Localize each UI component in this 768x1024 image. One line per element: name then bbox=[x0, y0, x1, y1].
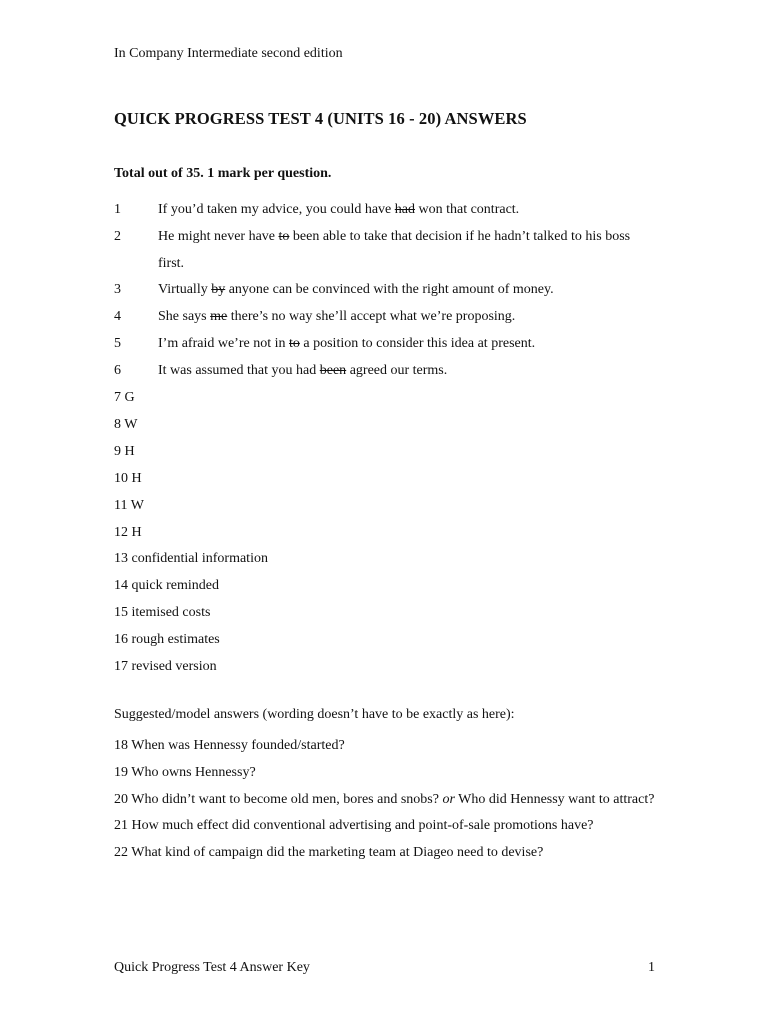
struck-word: been bbox=[319, 362, 347, 378]
item-number: 2 bbox=[114, 228, 121, 244]
item-text bbox=[158, 358, 654, 385]
page-number: 1 bbox=[648, 960, 655, 975]
struck-word: by bbox=[211, 282, 226, 298]
numbered-item bbox=[114, 358, 654, 385]
numbered-item bbox=[114, 277, 654, 304]
model-answer bbox=[114, 787, 659, 814]
model-answer-list bbox=[114, 733, 659, 867]
text-before: It was assumed that you had bbox=[158, 362, 320, 378]
short-answer: 9 H bbox=[114, 443, 135, 459]
item-number: 4 bbox=[114, 309, 121, 325]
short-answer: 16 rough estimates bbox=[114, 632, 220, 648]
numbered-item bbox=[114, 331, 654, 358]
model-answer bbox=[114, 813, 659, 840]
answer-text: 21 How much effect did conventional advertising and point-of-sale promotions have? bbox=[114, 818, 594, 834]
short-answer: 11 W bbox=[114, 497, 144, 513]
text-after: anyone can be convinced with the right amount of money. bbox=[225, 282, 554, 298]
item-text bbox=[158, 277, 654, 304]
short-answer: 10 H bbox=[114, 470, 142, 486]
item-number: 6 bbox=[114, 362, 121, 378]
model-answers-intro: Suggested/model answers (wording doesn’t have to be exactly as here): bbox=[114, 707, 515, 722]
answer-text: 18 When was Hennessy founded/started? bbox=[114, 738, 345, 753]
text-before: If you’d taken my advice, you could have bbox=[158, 202, 395, 217]
numbered-item bbox=[114, 304, 654, 331]
numbered-item bbox=[114, 197, 654, 224]
text-after: been able to take that decision if he hadn’t talked to his boss first. bbox=[158, 228, 631, 271]
short-answer: 7 G bbox=[114, 390, 135, 405]
item-number: 3 bbox=[114, 282, 121, 298]
answer-text: 20 Who didn’t want to become old men, bores and snobs? bbox=[114, 791, 443, 807]
marking-note: Total out of 35. 1 mark per question. bbox=[114, 166, 332, 181]
text-after: a position to consider this idea at present. bbox=[299, 335, 536, 351]
item-number: 1 bbox=[114, 202, 121, 217]
answer-text: 19 Who owns Hennessy? bbox=[114, 764, 256, 780]
item-text bbox=[158, 304, 654, 331]
answer-text: Who did Hennessy want to attract? bbox=[454, 791, 655, 807]
page-title: QUICK PROGRESS TEST 4 (UNITS 16 - 20) ANSWERS bbox=[114, 109, 527, 128]
struck-word: to bbox=[289, 335, 300, 351]
item-text bbox=[158, 224, 654, 278]
model-answer bbox=[114, 733, 659, 760]
answer-text: 22 What kind of campaign did the marketing team at Diageo need to devise? bbox=[114, 845, 544, 861]
footer-label: Quick Progress Test 4 Answer Key bbox=[114, 960, 310, 975]
model-answer bbox=[114, 840, 659, 867]
struck-word: to bbox=[278, 228, 290, 244]
item-text bbox=[158, 331, 654, 358]
text-after: there’s no way she’ll accept what we’re proposing. bbox=[227, 309, 516, 325]
short-answer: 13 confidential information bbox=[114, 551, 268, 567]
short-answer: 8 W bbox=[114, 416, 138, 432]
model-answer bbox=[114, 760, 659, 787]
item-text bbox=[158, 197, 654, 224]
edition-line: In Company Intermediate second edition bbox=[114, 46, 343, 61]
short-answer-list bbox=[114, 385, 654, 681]
item-number: 5 bbox=[114, 335, 121, 351]
numbered-answer-list bbox=[114, 197, 654, 385]
italic-connector: or bbox=[442, 791, 455, 807]
struck-word: had bbox=[394, 202, 415, 217]
short-answer: 17 revised version bbox=[114, 659, 217, 675]
text-before: She says bbox=[158, 309, 211, 325]
short-answer: 14 quick reminded bbox=[114, 578, 219, 594]
text-before: He might never have bbox=[158, 228, 279, 244]
struck-word: me bbox=[210, 309, 228, 325]
numbered-item bbox=[114, 224, 654, 278]
short-answer: 15 itemised costs bbox=[114, 605, 211, 621]
text-before: Virtually bbox=[158, 282, 212, 298]
text-after: agreed our terms. bbox=[346, 362, 448, 378]
short-answer: 12 H bbox=[114, 524, 142, 540]
text-after: won that contract. bbox=[414, 202, 520, 217]
text-before: I’m afraid we’re not in bbox=[158, 335, 289, 351]
